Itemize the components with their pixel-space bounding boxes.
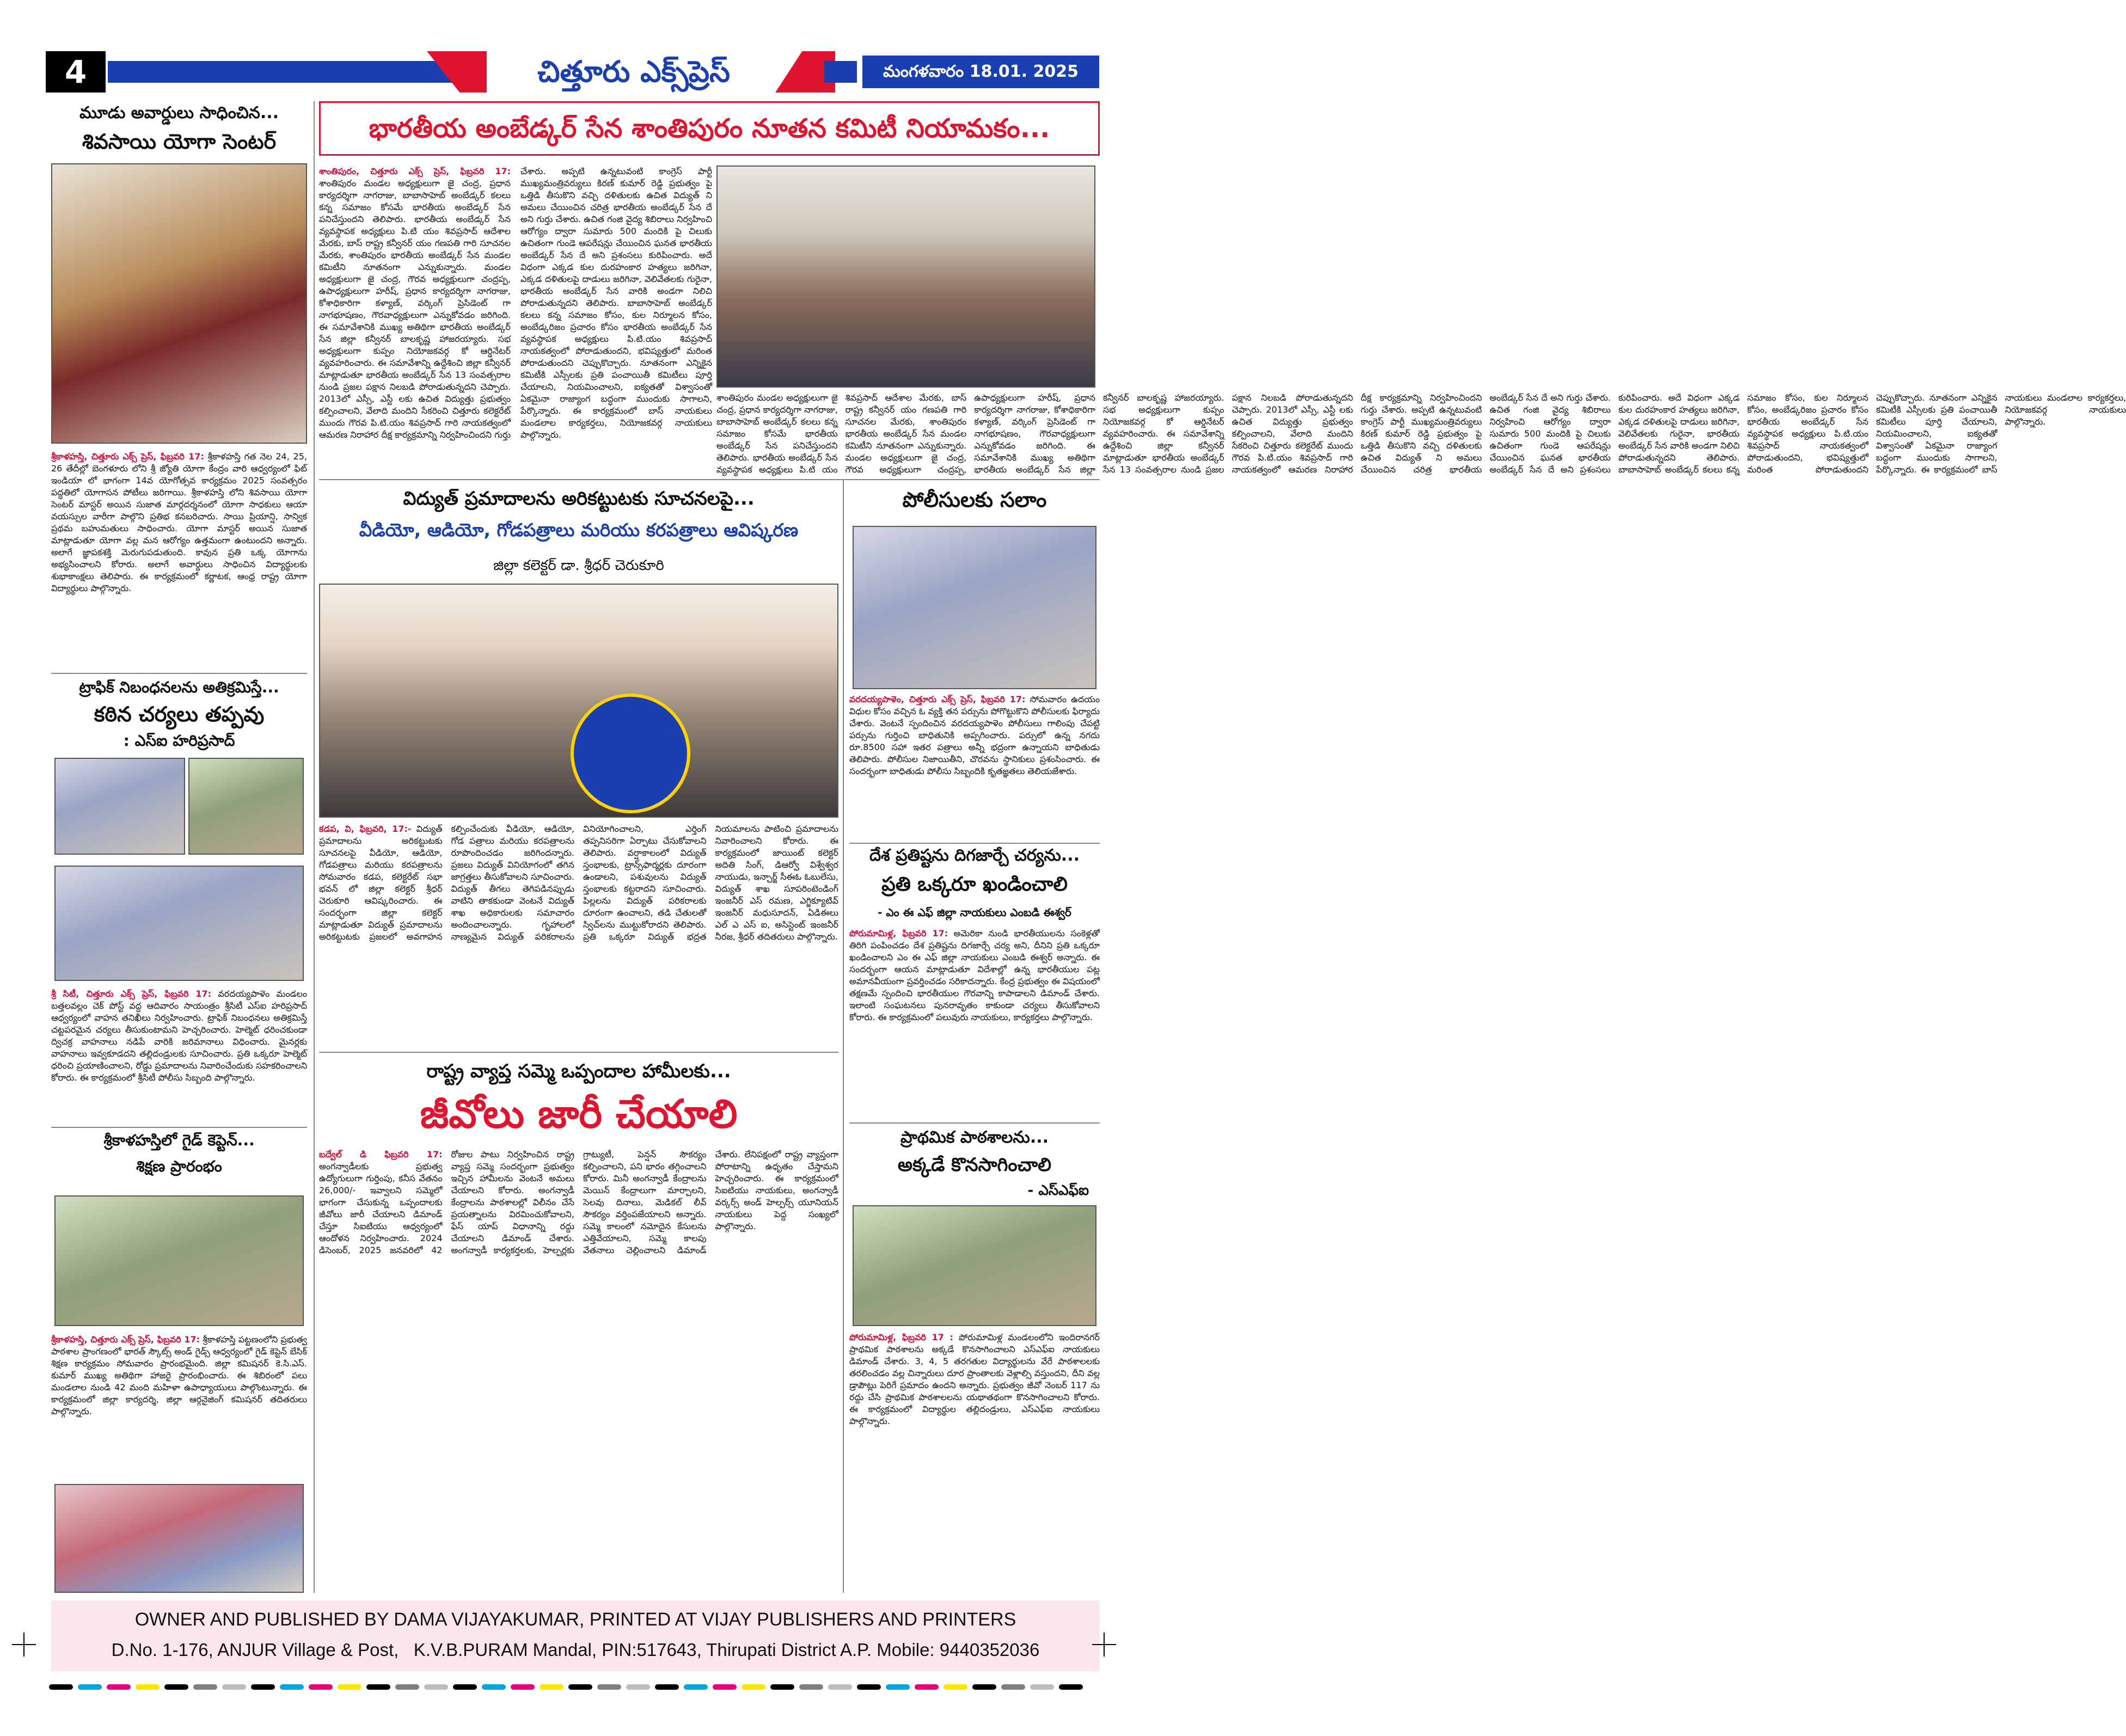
traffic-photo-3 [54, 866, 304, 981]
yoga-photo [51, 163, 307, 444]
press-mark [886, 1684, 910, 1690]
press-mark [799, 1684, 823, 1690]
yoga-body: శ్రీకాళహస్తి గత నెల 24, 25, 26 తేదీల్లో బెంగళూరు లోని శ్రీ జ్యోతి యోగా కేంద్రం వారి ఆధ్వర్యంలో ఫిట్ ఇండియా లో భాగంగా 14వ యోగోత్సవ కార్యక్రమం 2025 సంవత్సరం పద్ధతిలో యోగాసన పోటీలు జరిగాయి. శ్రీకాళహస్తి లోని శివసాయి యోగా సెంటర్ మాస్టర్ అయిన సుజాత మార్గదర్శనంలో యోగా సాధకులు ఆయా వయస్సుల వారీగా పాల్గొని ప్రతిభ కనబరిచారు. సాయి ప్రియాన్షి, సాన్విక ప్రథమ బహుమతులు సాధించారు. యోగా మాస్టర్ అయిన సుజాత మాట్లాడుతూ యోగా వల్ల మన ఆరోగ్యం ఉత్తమంగా ఉంటుందని అన్నారు. అలాగే జ్ఞాపకశక్తి మెరుగుపడుతుంది. కావున ప్రతి ఒక్క యోగాను అభ్యసించాలని కోరారు. అలాగే అవార్డులు సాధించిన విద్యార్థులకు శుభాకాంక్షలు తెలిపారు. ఈ కార్యక్రమంలో కర్ణాటక, ఆంధ్ర రాష్ట్ర యోగా విద్యార్థులు పాల్గొన్నారు. [51, 451, 307, 593]
masthead-date: మంగళవారం 18.01. 2025 [862, 56, 1099, 88]
press-mark [49, 1684, 73, 1690]
divider [849, 843, 1100, 844]
registration-mark-right [1104, 1633, 1105, 1657]
ambedkar-body-cont: శాంతిపురం మండల అధ్యక్షులుగా జై చంద్ర, ప్రధాన కార్యదర్శిగా నాగరాజు, బాబాసాహెబ్ అంబేడ్కర్ కలలు కన్న సమాజం కోసమే భారతీయ అంబేడ్కర్ సేన పనిచేస్తుందని తెలిపారు. భారతీయ అంబేడ్కర్ సేన వ్యవస్థాపక అధ్యక్షులు పి.టి యం శివప్రసాద్ ఆదేశాల మేరకు, బాస్ రాష్ట్ర కన్వీనర్ యం గణపతి గారి సూచనల మేరకు, శాంతిపురం భారతీయ అంబేడ్కర్ సేన మండల కమిటీని నూతనంగా ఎన్నుకున్నారు. మండల అధ్యక్షులుగా జై చంద్ర, గౌరవ అధ్యక్షులుగా చంద్రప్ప, ఉపాధ్యక్షులుగా హరీష్, ప్రధాన కార్యదర్శిగా నాగరాజు, కోశాధికారిగా కళ్యాణ్, వర్కింగ్ ప్రెసిడెంట్ గా నాగభూషణం, గౌరవాధ్యక్షులుగా ఎన్నుకోవడం జరిగింది. ఈ సమావేశానికి ముఖ్య అతిథిగా భారతీయ అంబేడ్కర్ సేన జిల్లా కన్వీనర్ బాలకృష్ణ హాజరయ్యారు. సభ అధ్యక్షులుగా కుప్పం నియోజకవర్గ కో ఆర్డినేటర్ వ్యవహరించారు. ఈ సమావేశాన్ని ఉద్దేశించి జిల్లా కన్వీనర్ మాట్లాడుతూ భారతీయ అంబేడ్కర్ సేన 13 సంవత్సరాల నుండి ప్రజల పక్షాన నిలబడి పోరాడుతున్నదని చెప్పారు. 2013లో ఎస్సీ, ఎస్టీ లకు ఉచిత విద్యుత్తు ప్రభుత్వం కల్పించాలని, వేలాది మందిని సేకరించి చిత్తూరు కలెక్టరేట్ ముందు గౌరవ పి.టి.యం శివప్రసాద్ గారి నాయకత్వంలో ఆమరణ నిరాహార దీక్ష కార్యక్రమాన్ని నిర్వహించిందని గుర్తు చేశారు. అప్పటి ఉన్నటువంటి కాంగ్రెస్ పార్టీ ముఖ్యమంత్రివర్యులు కిరణ్ కుమార్ రెడ్డి ప్రభుత్వం పై ఒత్తిడి తీసుకొని వచ్చి దళితులకు ఉచిత విద్యుత్ ని అమలు చేయించిన చరిత్ర భారతీయ అంబేడ్కర్ సేన దే అని గుర్తు చేశారు. ఉచిత గంజి వైద్య శిబిరాలు నిర్వహించి ఆరోగ్యం ద్వారా సుమారు 500 మందికి పై చిలుకు ఉచితంగా గుండె ఆపరేషన్లు చేయించిన ఘనత భారతీయ అంబేడ్కర్ సేన దే అని ప్రశంసలు కురిపించారు. అదే విధంగా ఎక్కడ కుల దురహంకార హత్యలు జరిగినా, ఎక్కడ దళితులపై దాడులు జరిగినా, వెలివేతలకు గురైనా, భారతీయ అంబేడ్కర్ సేన వారికి అండగా నిలిచి పోరాడుతున్నదని తెలిపారు. బాబాసాహెబ్ అంబేడ్కర్ కలలు కన్న సమాజం కోసం, కుల నిర్మూలన కోసం, అంబేడ్కరిజం ప్రచారం కోసం భారతీయ అంబేడ్కర్ సేన వ్యవస్థాపక అధ్యక్షులు పి.టి.యం శివప్రసాద్ నాయకత్వంలో పోరాడుతుందని, భవిష్యత్తులో మరింత పోరాడుతుందని చెప్పుకొచ్చారు. నూతనంగా ఎన్నికైన కమిటీకి ఎస్సీలకు ప్రతి పంచాయితీ కమిటీలు పూర్తి చేయాలని, నియమించాలని, ఐక్యతతో విశ్వాసంతో ఏకమైనా రాజ్యాంగ బద్ధంగా ముందుకు సాగాలని, పేర్కొన్నారు. ఈ కార్యక్రమంలో బాస్ నాయకులు మండలాల కార్యకర్తలు, నియోజకవర్గ నాయకులు పాల్గొన్నారు. [716, 392, 2126, 475]
press-mark [251, 1684, 275, 1690]
press-mark [424, 1684, 448, 1690]
police-article [849, 694, 1100, 839]
divider [319, 1052, 838, 1053]
guides-headline-2: శిక్షణ ప్రారంభం [136, 1157, 222, 1175]
police-body: సోమవారం ఉదయం విధుల కోసం వచ్చిన ఓ వ్యక్తి తన పర్సును పోగొట్టుకొని పోలీసులకు ఫిర్యాదు చేశారు. వెంటనే స్పందించిన వరదయ్యపాళెం పోలీసులు గాలింపు చేపట్టి పర్సును గుర్తించి బాధితునికి అప్పగించారు. పర్సులో ఉన్న నగదు రూ.8500 సహా ఇతర పత్రాలు అన్నీ భద్రంగా ఉన్నాయని బాధితుడు తెలిపారు. పోలీసుల నిజాయితీని, చొరవను స్థానికులు ప్రశంసించారు. ఈ సందర్భంగా బాధితుడు పోలీసు సిబ్బందికి కృతజ్ఞతలు తెలియజేశారు. [849, 694, 1100, 776]
electric-photo [319, 584, 838, 818]
press-mark [915, 1684, 939, 1690]
jeevo-body: అంగన్వాడీలకు ప్రభుత్వ ఉద్యోగులుగా గుర్తింపు, కనీస వేతనం 26,000/- ఇవ్వాలని సమ్మెలో భాగంగా చేసుకున్న ఒప్పందాలకు జీవోలు జారీ చేయాలని డిమాండ్ చేస్తూ సిఐటియు ఆధ్వర్యంలో ఆందోళన నిర్వహించారు. 2024 డిసెంబర్, 2025 జనవరిలో 42 రోజుల పాటు నిర్వహించిన రాష్ట్ర వ్యాప్త సమ్మె సందర్భంగా ప్రభుత్వం ఇచ్చిన హామీలను వెంటనే అమలు చేయాలని కోరారు. అంగన్వాడీ కేంద్రాలను పాఠశాలల్లో విలీనం చేసే ప్రయత్నాలను విరమించుకోవాలని, ఫేస్ యాప్ విధానాన్ని రద్దు చేయాలని డిమాండ్ చేశారు. అంగన్వాడీ కార్యకర్తలకు, హెల్పర్లకు గ్రాట్యుటీ, పెన్షన్ సౌకర్యం కల్పించాలని, పని భారం తగ్గించాలని కోరారు. మినీ అంగన్వాడీ కేంద్రాలను మెయిన్ కేంద్రాలుగా మార్చాలని, సెలవు దినాలు, మెడికల్ లీవ్ సౌకర్యం వర్తింపజేయాలని అన్నారు. సమ్మె కాలంలో నమోదైన కేసులను ఎత్తివేయాలని, సమ్మె కాలపు వేతనాలు చెల్లించాలని డిమాండ్ చేశారు. లేనిపక్షంలో రాష్ట్ర వ్యాప్తంగా పోరాటాన్ని ఉధృతం చేస్తామని హెచ్చరించారు. ఈ కార్యక్రమంలో సిఐటియు నాయకులు, అంగన్వాడీ వర్కర్స్ అండ్ హెల్పర్స్ యూనియన్ నాయకులు పెద్ద సంఖ్యలో పాల్గొన్నారు. [319, 1149, 838, 1255]
police-photo [853, 526, 1096, 689]
electric-headline-2: వీడియో, ఆడియో, గోడపత్రాలు మరియు కరపత్రాలు ఆవిష్కరణ [359, 519, 799, 541]
police-headline: పోలీసులకు సలాం [902, 488, 1047, 512]
jeevo-headline-1: రాష్ట్ర వ్యాప్త సమ్మె ఒప్పందాల హామీలకు... [426, 1060, 731, 1082]
press-mark [395, 1684, 419, 1690]
desh-dateline: పోరుమామిళ్ల, ఫిబ్రవరి 17: [849, 928, 948, 938]
press-mark [568, 1684, 592, 1690]
imprint-line-2: D.No. 1-176, ANJUR Village & Post, K.V.B.PURAM Mandal, PIN:517643, Thirupati District A.P. Mobile: 9440352036 [111, 1640, 1040, 1660]
press-mark [1030, 1684, 1054, 1690]
press-mark [107, 1684, 131, 1690]
ambedkar-article-right [716, 392, 2126, 476]
press-mark [222, 1684, 246, 1690]
press-mark [943, 1684, 967, 1690]
ambedkar-headline-box [319, 101, 1100, 156]
jeevo-article [319, 1149, 838, 1593]
school-dateline: పోరుమామిళ్ల, ఫిబ్రవరి 17 : [849, 1332, 953, 1342]
traffic-photo-2 [188, 758, 304, 855]
press-mark [193, 1684, 217, 1690]
school-headline-3: - ఎస్ఎఫ్ఐ [1027, 1182, 1089, 1199]
ambedkar-article-left [319, 165, 712, 476]
press-mark [1001, 1684, 1025, 1690]
masthead-blue-band [108, 61, 456, 83]
electric-byline: జిల్లా కలెక్టర్ డా. శ్రీధర్ చెరుకూరి [493, 557, 664, 574]
yoga-headline-1: మూడు అవార్డులు సాధించిన... [79, 103, 279, 122]
press-mark [540, 1684, 563, 1690]
yoga-article [51, 451, 307, 668]
desh-article [849, 928, 1100, 1119]
press-mark [1059, 1684, 1083, 1690]
traffic-headline-2: కఠిన చర్యలు తప్పవు [94, 702, 265, 726]
poster-disc [571, 694, 690, 813]
press-mark [280, 1684, 304, 1690]
press-mark [366, 1684, 390, 1690]
imprint-box [51, 1600, 1100, 1671]
traffic-dateline: శ్రీ సిటీ, చిత్తూరు ఎక్స్ ప్రెస్, ఫిబ్రవరి 17: [51, 989, 212, 999]
guides-photo-2 [54, 1484, 304, 1593]
registration-mark-left [23, 1633, 24, 1657]
column-rule [843, 479, 844, 1593]
press-mark [857, 1684, 881, 1690]
masthead-title: చిత్తూరు ఎక్స్‌ప్రెస్ [537, 54, 730, 89]
school-headline-1: ప్రాథమిక పాఠశాలను... [900, 1128, 1049, 1147]
guides-article [51, 1334, 307, 1480]
press-mark [309, 1684, 333, 1690]
traffic-photo-1 [54, 758, 185, 855]
guides-headline-1: శ్రీకాళహస్తిలో గైడ్ కెప్టెన్... [103, 1131, 255, 1149]
yoga-headline-2: శివసాయి యోగా సెంటర్ [82, 130, 277, 154]
electric-body: విద్యుత్ ప్రమాదాలను అరికట్టుటకు సూచనలపై వీడియో, ఆడియో, గోడపత్రాలు మరియు కరపత్రాలను సోమవారం కడప, కలెక్టరేట్ సభా భవన్ లో జిల్లా కలెక్టర్ శ్రీధర్ చెరుకూరి ఆవిష్కరించారు. ఈ సందర్భంగా జిల్లా కలెక్టర్ మాట్లాడుతూ విద్యుత్ ప్రమాదాలను అరికట్టుటకు ప్రజలలో అవగాహన కల్పించేందుకు వీడియో, ఆడియో, గోడ పత్రాలు మరియు కరపత్రాలను రూపొందించడం జరిగిందన్నారు. ప్రజలు విద్యుత్ వినియోగంలో తగిన జాగ్రత్తలు తీసుకోవాలని సూచించారు. విద్యుత్ తీగలు తెగిపడినప్పుడు వాటిని తాకకుండా వెంటనే విద్యుత్ శాఖ అధికారులకు సమాచారం అందించాలన్నారు. గృహాలలో నాణ్యమైన విద్యుత్ పరికరాలను వినియోగించాలని, ఎర్తింగ్ తప్పనిసరిగా ఏర్పాటు చేసుకోవాలని తెలిపారు. వర్షాకాలంలో విద్యుత్ స్తంభాలకు, ట్రాన్స్‌ఫార్మర్లకు దూరంగా ఉండాలని, పశువులను విద్యుత్ స్తంభాలకు కట్టరాదని సూచించారు. పిల్లలను విద్యుత్ పరికరాలకు దూరంగా ఉంచాలని, తడి చేతులతో స్విచ్‌లను ముట్టుకోరాదని తెలిపారు. ప్రతి ఒక్కరూ విద్యుత్ భద్రత నియమాలను పాటించి ప్రమాదాలను నివారించాలని కోరారు. ఈ కార్యక్రమంలో జాయింట్ కలెక్టర్ అదితి సింగ్, డిఆర్వో విశ్వేశ్వర నాయుడు, ఇన్చార్జ్ సీఈఓ ఓబులేసు, విద్యుత్ శాఖ సూపరింటెండింగ్ ఇంజనీర్ ఎస్ రమణ, ఎగ్జిక్యూటివ్ ఇంజనీర్ మధుసూదన్, ఏడిఈలు ఎల్ ఎ ఎస్ ఐ, అసిస్టెంట్ ఇంజనీర్ నీరజ, శ్రీధర్ తదితరులు పాల్గొన్నారు. [319, 824, 838, 942]
press-mark [626, 1684, 650, 1690]
police-dateline: వరదయ్యపాళెం, చిత్తూరు ఎక్స్ ప్రెస్, ఫిబ్రవరి 17: [849, 694, 1026, 704]
page-number: 4 [46, 51, 106, 93]
imprint-line-1: OWNER AND PUBLISHED BY DAMA VIJAYAKUMAR, PRINTED AT VIJAY PUBLISHERS AND PRINTERS [134, 1609, 1016, 1630]
guides-photo-1 [54, 1195, 304, 1326]
guides-dateline: శ్రీకాళహస్తి, చిత్తూరు ఎక్స్ ప్రెస్, ఫిబ్రవరి 17: [51, 1334, 200, 1345]
press-mark [136, 1684, 160, 1690]
electric-article [319, 823, 838, 1046]
traffic-body: వరదయ్యపాళెం మండలం బత్తలవల్లం చెక్ పోస్ట్ వద్ద ఆదివారం సాయంత్రం శ్రీసిటీ ఎస్ఐ హరిప్రసాద్ ఆధ్వర్యంలో వాహన తనిఖీలు నిర్వహించారు. ట్రాఫిక్ నిబంధనలు అతిక్రమిస్తే చట్టపరమైన చర్యలు తీసుకుంటామని హెచ్చరించారు. హెల్మెట్ ధరించకుండా ద్విచక్ర వాహనాలు నడిపే వారికి జరిమానాలు విధించారు. మైనర్లకు వాహనాలు ఇవ్వకూడదని తల్లిదండ్రులకు సూచించారు. ప్రతి ఒక్కరూ హెల్మెట్ ధరించి ప్రయాణించాలని, రోడ్డు ప్రమాదాలను నివారించేందుకు సహకరించాలని కోరారు. ఈ కార్యక్రమంలో శ్రీసిటీ పోలీసు సిబ్బంది పాల్గొన్నారు. [51, 989, 307, 1083]
divider [51, 673, 307, 674]
jeevo-headline-2: జీవోలు జారీ చేయాలి [420, 1091, 738, 1137]
masthead [46, 51, 1099, 93]
press-mark [713, 1684, 737, 1690]
school-body: పోరుమామిళ్ల మండలంలోని ఇందిరానగర్ ప్రాథమిక పాఠశాలను అక్కడే కొనసాగించాలని ఎస్ఎఫ్ఐ నాయకులు డిమాండ్ చేశారు. 3, 4, 5 తరగతుల విద్యార్థులను వేరే పాఠశాలలకు తరలించడం వల్ల చిన్నారులు దూర ప్రాంతాలకు వెళ్లాల్సి వస్తుందని, దీని వల్ల డ్రాపౌట్లు పెరిగే ప్రమాదం ఉందని అన్నారు. ప్రభుత్వం జీవో నెంబర్ 117 ను రద్దు చేసి ప్రాథమిక పాఠశాలలను యథాతథంగా కొనసాగించాలని కోరారు. ఈ కార్యక్రమంలో విద్యార్థుల తల్లిదండ్రులు, ఎస్ఎఫ్ఐ నాయకులు పాల్గొన్నారు. [849, 1332, 1100, 1426]
ambedkar-dateline: శాంతిపురం, చిత్తూరు ఎక్స్ ప్రెస్, ఫిబ్రవరి 17: [319, 166, 511, 176]
divider [51, 1127, 307, 1128]
press-mark [770, 1684, 794, 1690]
press-mark [164, 1684, 188, 1690]
traffic-headline-1: ట్రాఫిక్ నిబంధనలను అతిక్రమిస్తే... [79, 678, 279, 696]
electric-dateline: కడప, వి, ఫిబ్రవరి, 17:- [319, 824, 412, 834]
press-mark [482, 1684, 506, 1690]
desh-headline-3: - ఎం ఈ ఎఫ్ జిల్లా నాయకులు ఎంబడి ఈశ్వర్ [878, 906, 1071, 919]
ambedkar-body: శాంతిపురం మండల అధ్యక్షులుగా జై చంద్ర, ప్రధాన కార్యదర్శిగా నాగరాజు, బాబాసాహెబ్ అంబేడ్కర్ కలలు కన్న సమాజం కోసమే భారతీయ అంబేడ్కర్ సేన పనిచేస్తుందని తెలిపారు. భారతీయ అంబేడ్కర్ సేన వ్యవస్థాపక అధ్యక్షులు పి.టి యం శివప్రసాద్ ఆదేశాల మేరకు, బాస్ రాష్ట్ర కన్వీనర్ యం గణపతి గారి సూచనల మేరకు, శాంతిపురం భారతీయ అంబేడ్కర్ సేన మండల కమిటీని నూతనంగా ఎన్నుకున్నారు. మండల అధ్యక్షులుగా జై చంద్ర, గౌరవ అధ్యక్షులుగా చంద్రప్ప, ఉపాధ్యక్షులుగా హరీష్, ప్రధాన కార్యదర్శిగా నాగరాజు, కోశాధికారిగా కళ్యాణ్, వర్కింగ్ ప్రెసిడెంట్ గా నాగభూషణం, గౌరవాధ్యక్షులుగా ఎన్నుకోవడం జరిగింది. ఈ సమావేశానికి ముఖ్య అతిథిగా భారతీయ అంబేడ్కర్ సేన జిల్లా కన్వీనర్ బాలకృష్ణ హాజరయ్యారు. సభ అధ్యక్షులుగా కుప్పం నియోజకవర్గ కో ఆర్డినేటర్ వ్యవహరించారు. ఈ సమావేశాన్ని ఉద్దేశించి జిల్లా కన్వీనర్ మాట్లాడుతూ భారతీయ అంబేడ్కర్ సేన 13 సంవత్సరాల నుండి ప్రజల పక్షాన నిలబడి పోరాడుతున్నదని చెప్పారు. 2013లో ఎస్సీ, ఎస్టీ లకు ఉచిత విద్యుత్తు ప్రభుత్వం కల్పించాలని, వేలాది మందిని సేకరించి చిత్తూరు కలెక్టరేట్ ముందు గౌరవ పి.టి.యం శివప్రసాద్ గారి నాయకత్వంలో ఆమరణ నిరాహార దీక్ష కార్యక్రమాన్ని నిర్వహించిందని గుర్తు చేశారు. అప్పటి ఉన్నటువంటి కాంగ్రెస్ పార్టీ ముఖ్యమంత్రివర్యులు కిరణ్ కుమార్ రెడ్డి ప్రభుత్వం పై ఒత్తిడి తీసుకొని వచ్చి దళితులకు ఉచిత విద్యుత్ ని అమలు చేయించిన చరిత్ర భారతీయ అంబేడ్కర్ సేన దే అని గుర్తు చేశారు. ఉచిత గంజి వైద్య శిబిరాలు నిర్వహించి ఆరోగ్యం ద్వారా సుమారు 500 మందికి పై చిలుకు ఉచితంగా గుండె ఆపరేషన్లు చేయించిన ఘనత భారతీయ అంబేడ్కర్ సేన దే అని ప్రశంసలు కురిపించారు. అదే విధంగా ఎక్కడ కుల దురహంకార హత్యలు జరిగినా, ఎక్కడ దళితులపై దాడులు జరిగినా, వెలివేతలకు గురైనా, భారతీయ అంబేడ్కర్ సేన వారికి అండగా నిలిచి పోరాడుతున్నదని తెలిపారు. బాబాసాహెబ్ అంబేడ్కర్ కలలు కన్న సమాజం కోసం, కుల నిర్మూలన కోసం, అంబేడ్కరిజం ప్రచారం కోసం భారతీయ అంబేడ్కర్ సేన వ్యవస్థాపక అధ్యక్షులు పి.టి.యం శివప్రసాద్ నాయకత్వంలో పోరాడుతుందని, భవిష్యత్తులో మరింత పోరాడుతుందని చెప్పుకొచ్చారు. నూతనంగా ఎన్నికైన కమిటీకి ఎస్సీలకు ప్రతి పంచాయితీ కమిటీలు పూర్తి చేయాలని, నియమించాలని, ఐక్యతతో విశ్వాసంతో ఏకమైనా రాజ్యాంగ బద్ధంగా ముందుకు సాగాలని, పేర్కొన్నారు. ఈ కార్యక్రమంలో బాస్ నాయకులు మండలాల కార్యకర్తలు, నియోజకవర్గ నాయకులు పాల్గొన్నారు. [319, 166, 712, 440]
desh-headline-2: ప్రతి ఒక్కరూ ఖండించాలి [881, 873, 1068, 895]
yoga-dateline: శ్రీకాళహస్తి, చిత్తూరు ఎక్స్ ప్రెస్, ఫిబ్రవరి 17: [51, 451, 204, 462]
press-mark [684, 1684, 708, 1690]
school-photo [853, 1205, 1096, 1326]
electric-headline-1: విద్యుత్ ప్రమాదాలను అరికట్టుటకు సూచనలపై... [403, 488, 755, 510]
ambedkar-headline: భారతీయ అంబేడ్కర్ సేన శాంతిపురం నూతన కమిటీ నియామకం... [369, 113, 1050, 144]
desh-body: అమెరికా నుండి భారతీయులను సంకెళ్లతో తిరిగి పంపించడం దేశ ప్రతిష్టను దిగజార్చే చర్య అని, దీనిని ప్రతి ఒక్కరూ ఖండించాలని ఎం ఈ ఎఫ్ జిల్లా నాయకులు ఎంబడి ఈశ్వర్ అన్నారు. ఈ సందర్భంగా ఆయన మాట్లాడుతూ విదేశాల్లో ఉన్న భారతీయుల పట్ల అమానవీయంగా ప్రవర్తించడం సరికాదన్నారు. కేంద్ర ప్రభుత్వం ఈ విషయంలో తక్షణమే స్పందించి భారతీయుల గౌరవాన్ని కాపాడాలని డిమాండ్ చేశారు. ఇలాంటి సంఘటనలు పునరావృతం కాకుండా చర్యలు తీసుకోవాలని కోరారు. ఈ కార్యక్రమంలో పలువురు నాయకులు, కార్యకర్తలు పాల్గొన్నారు. [849, 928, 1100, 1022]
traffic-headline-3: : ఎస్ఐ హరిప్రసాద్ [123, 732, 235, 750]
press-mark [742, 1684, 765, 1690]
divider [319, 479, 1100, 480]
press-mark [511, 1684, 535, 1690]
press-mark [972, 1684, 996, 1690]
press-mark [338, 1684, 362, 1690]
ambedkar-photo [716, 165, 1095, 388]
school-article [849, 1332, 1100, 1593]
press-mark [453, 1684, 477, 1690]
traffic-article [51, 988, 307, 1123]
press-mark [78, 1684, 102, 1690]
guides-body: శ్రీకాళహస్తి పట్టణంలోని ప్రభుత్వ పాఠశాల ప్రాంగణంలో భారత్ స్కౌట్స్ అండ్ గైడ్స్ ఆధ్వర్యంలో గైడ్ కెప్టెన్ బేసిక్ శిక్షణ కార్యక్రమం సోమవారం ప్రారంభమైంది. జిల్లా కమిషనర్ కె.సి.ఎస్. కుమార్ ముఖ్య అతిథిగా హాజరై ప్రారంభించారు. ఈ శిబిరంలో పలు మండలాల నుండి 42 మంది మహిళా ఉపాధ్యాయులు పాల్గొంటున్నారు. ఈ కార్యక్రమంలో జిల్లా కార్యదర్శి, జిల్లా ఆర్గనైజింగ్ కమిషనర్ తదితరులు పాల్గొన్నారు. [51, 1334, 307, 1416]
press-mark [597, 1684, 621, 1690]
divider [849, 1122, 1100, 1124]
press-color-bar [49, 1683, 1100, 1691]
press-mark [828, 1684, 852, 1690]
masthead-blue-band-right [824, 61, 857, 83]
school-headline-2: అక్కడే కొనసాగించాలి [897, 1154, 1052, 1176]
press-mark [655, 1684, 679, 1690]
desh-headline-1: దేశ ప్రతిష్టను దిగజార్చే చర్యను... [869, 846, 1080, 865]
jeevo-dateline: బద్వేల్ డి ఫిబ్రవరి 17: [319, 1149, 443, 1160]
column-rule [314, 101, 315, 1593]
